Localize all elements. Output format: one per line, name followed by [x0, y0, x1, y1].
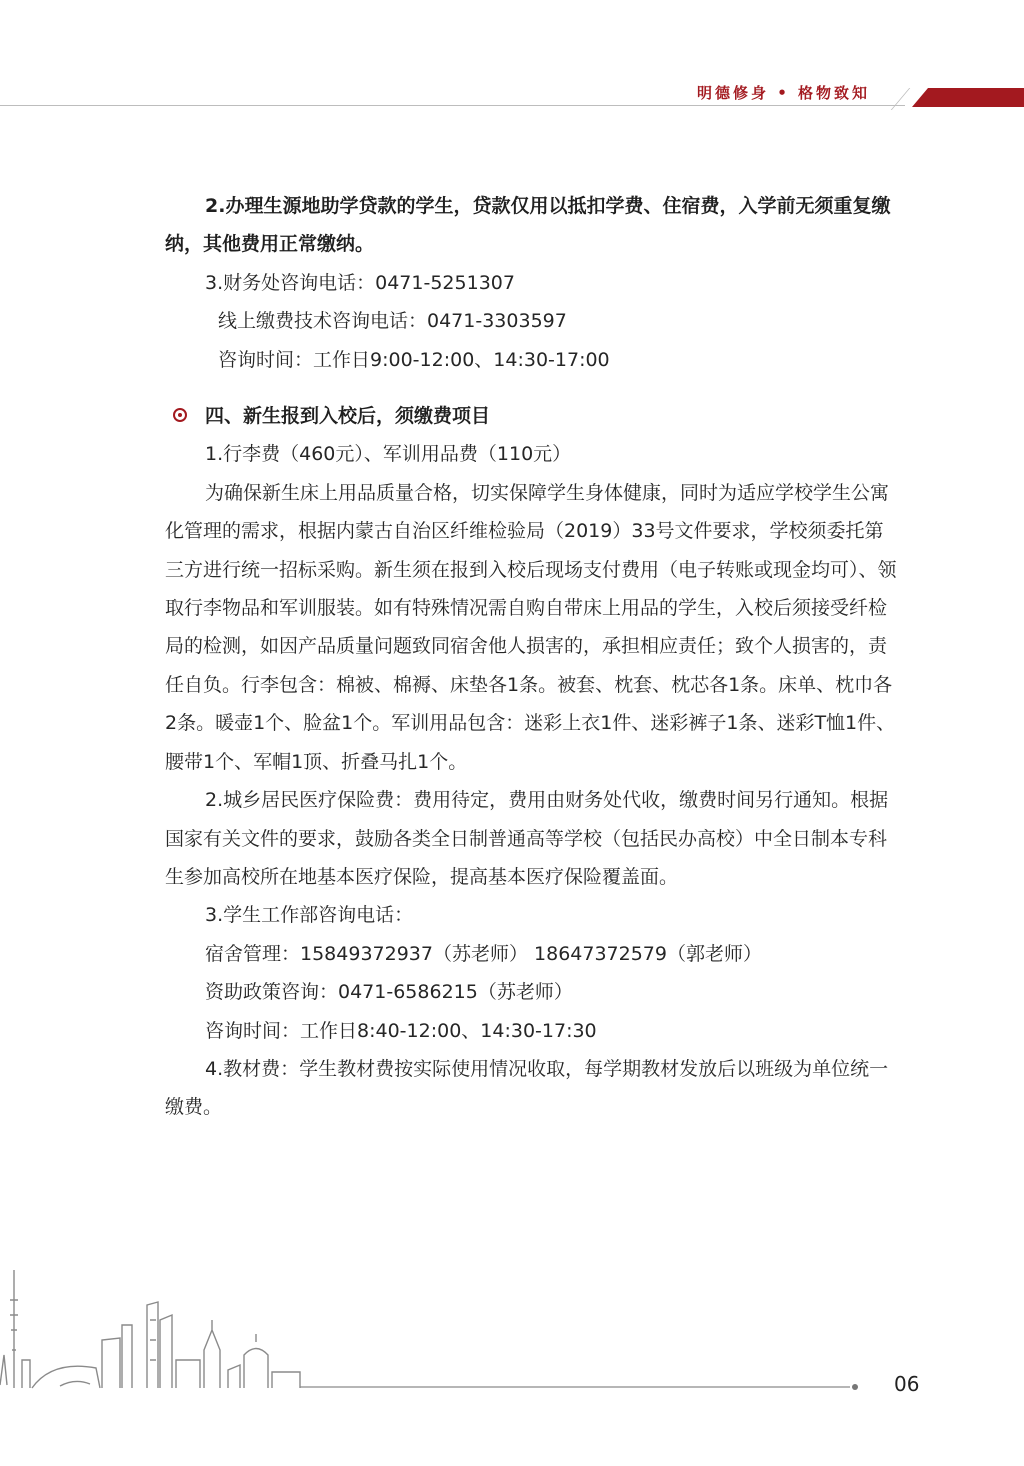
page-number: 06 — [894, 1372, 920, 1396]
loan-note: 2.办理生源地助学贷款的学生，贷款仅用以抵扣学费、住宿费，入学前无须重复缴纳，其他费用正常缴纳。 — [165, 195, 891, 256]
medical-insurance-fee: 2.城乡居民医疗保险费：费用待定，费用由财务处代收，缴费时间另行通知。根据国家有关文件的要求，鼓励各类全日制普通高等学校（包括民办高校）中全日制本专科生参加高校所在地基本医疗保险，提高基本医疗保险覆盖面。 — [165, 789, 889, 888]
city-skyline-illustration — [0, 1260, 870, 1400]
finance-hours: 咨询时间：工作日9:00-12:00、14:30-17:00 — [218, 348, 610, 371]
header-motto: 明德修身 • 格物致知 — [697, 84, 871, 102]
header-slash — [891, 88, 910, 110]
header-accent-band — [912, 88, 1024, 107]
student-affairs-phone-title: 3.学生工作部咨询电话： — [205, 904, 414, 927]
luggage-fee-title: 1.行李费（460元）、军训用品费（110元） — [205, 443, 572, 466]
dorm-management-phone: 宿舍管理：15849372937（苏老师） 18647372579（郭老师） — [205, 942, 762, 965]
textbook-fee: 4.教材费：学生教材费按实际使用情况收取，每学期教材发放后以班级为单位统一缴费。 — [165, 1057, 889, 1119]
section-heading-text: 四、新生报到入校后，须缴费项目 — [205, 405, 491, 428]
page-content — [165, 187, 902, 1127]
luggage-fee-body: 为确保新生床上用品质量合格，切实保障学生身体健康，同时为适应学校学生公寓化管理的需求，根据内蒙古自治区纤维检验局（2019）33号文件要求，学校须委托第三方进行统一招标采购。新生须在报到入校后现场支付费用（电子转账或现金均可）、领取行李物品和军训服装。如有特殊情况需自购自带床上用品的学生，入校后须接受纤检局的检测，如因产品质量问题致同宿舍他人损害的，承担相应责任；致个人损害的，责任自负。行李包含：棉被、棉褥、床垫各1条。被套、枕套、枕芯各1条。床单、枕巾各2条。暖壶1个、脸盆1个。军训用品包含：迷彩上衣1件、迷彩裤子1条、迷彩T恤1件、腰带1个、军帽1顶、折叠马扎1个。 — [165, 481, 897, 773]
section-heading — [165, 397, 902, 435]
aid-policy-phone: 资助政策咨询：0471-6586215（苏老师） — [205, 981, 573, 1004]
online-payment-phone: 线上缴费技术咨询电话：0471-3303597 — [218, 310, 567, 333]
header-rule — [0, 105, 905, 106]
target-bullet-icon — [173, 408, 187, 422]
student-affairs-hours: 咨询时间：工作日8:40-12:00、14:30-17:30 — [205, 1019, 597, 1042]
finance-phone: 3.财务处咨询电话：0471-5251307 — [205, 271, 515, 294]
